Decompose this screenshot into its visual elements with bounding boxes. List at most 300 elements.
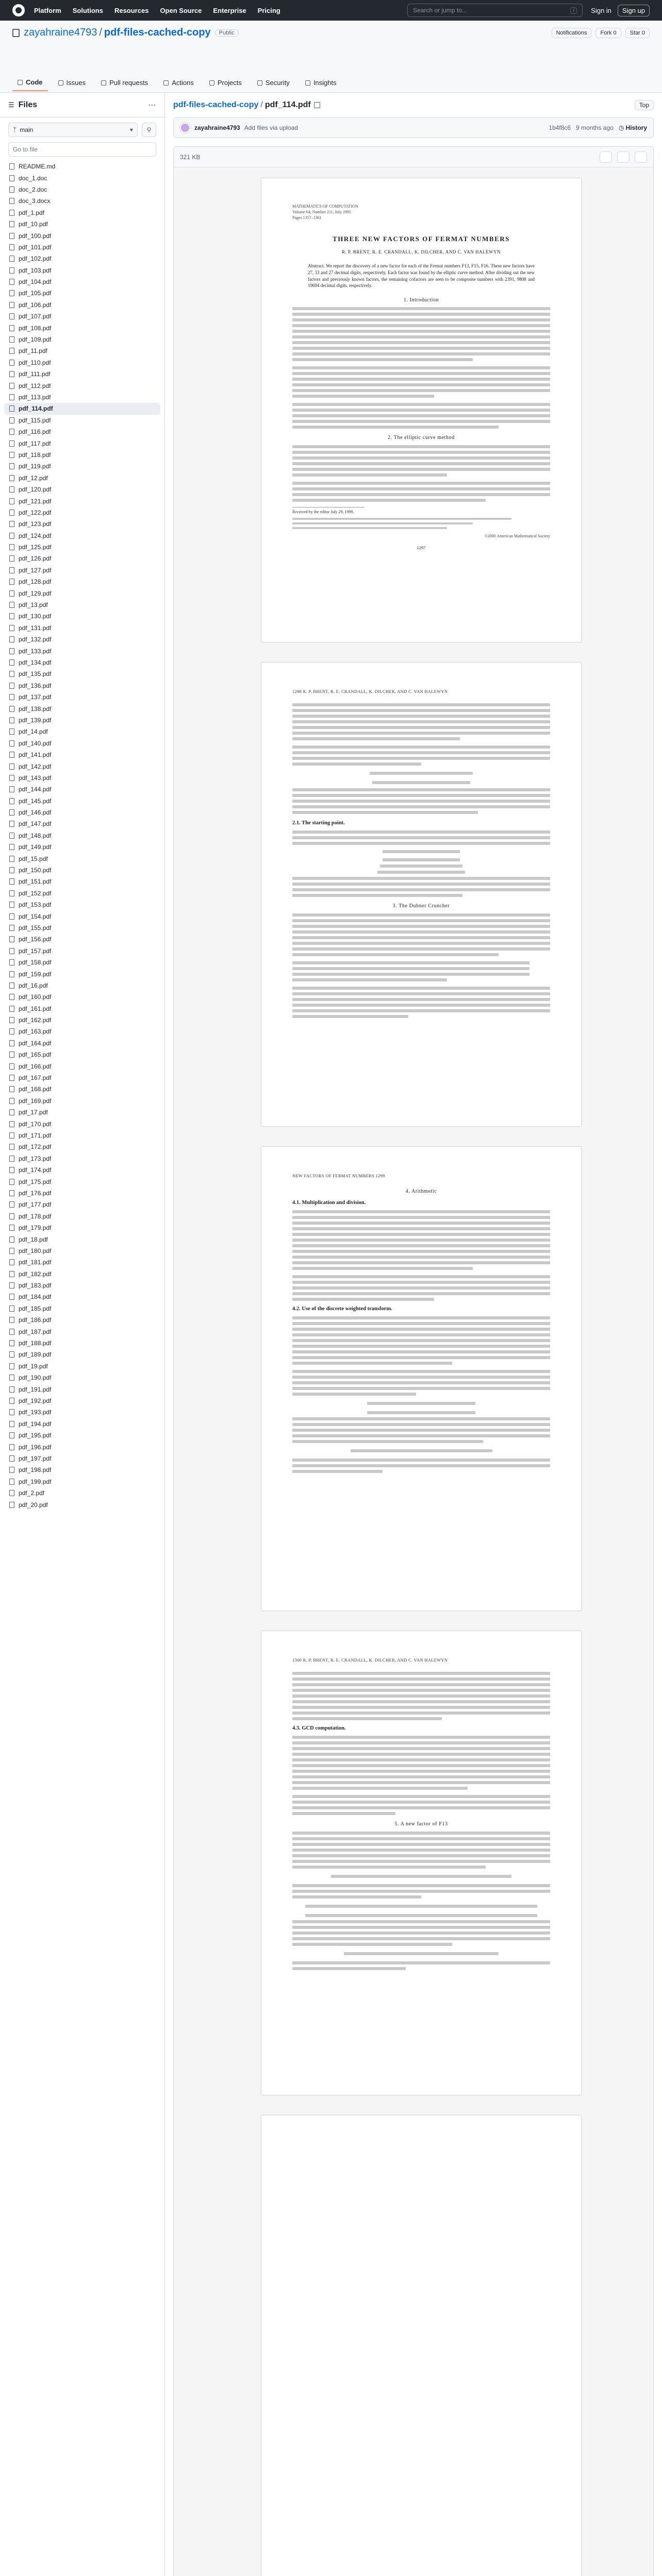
file-name: pdf_113.pdf [19, 394, 51, 401]
file-item[interactable] [4, 691, 160, 703]
file-name: pdf_17.pdf [19, 1109, 48, 1116]
file-item[interactable] [4, 1499, 160, 1510]
file-icon [9, 233, 14, 239]
file-item[interactable] [4, 599, 160, 611]
file-item[interactable] [4, 888, 160, 899]
file-name: pdf_103.pdf [19, 266, 52, 274]
nav-open-source[interactable]: Open Source [160, 6, 202, 14]
file-item[interactable] [4, 184, 160, 195]
file-name: pdf_101.pdf [19, 243, 52, 251]
visibility-badge: Public [215, 29, 239, 37]
section-new-factor-f13: 5. A new factor of F13 [394, 1821, 448, 1827]
file-item[interactable] [4, 703, 160, 714]
file-item[interactable] [4, 426, 160, 437]
file-icon [9, 417, 14, 423]
file-item[interactable] [4, 161, 160, 172]
star-button[interactable]: Star 0 [625, 28, 650, 38]
file-name: pdf_125.pdf [19, 544, 52, 551]
file-name: pdf_173.pdf [19, 1155, 52, 1162]
file-name: pdf_117.pdf [19, 439, 51, 447]
file-item[interactable] [4, 484, 160, 495]
file-name: pdf_140.pdf [19, 739, 52, 747]
file-item[interactable] [4, 1072, 160, 1083]
file-icon [9, 786, 14, 792]
file-icon [9, 1236, 14, 1243]
file-icon [9, 613, 14, 619]
file-item[interactable] [4, 195, 160, 207]
file-item[interactable] [4, 403, 160, 414]
page3-text-a [292, 1210, 550, 1301]
file-name: pdf_152.pdf [19, 889, 52, 897]
file-name: pdf_100.pdf [19, 232, 52, 240]
file-name: pdf_12.pdf [19, 474, 48, 482]
file-icon [9, 1225, 14, 1231]
file-item[interactable] [4, 1361, 160, 1372]
file-item[interactable] [4, 680, 160, 691]
file-item[interactable] [4, 668, 160, 680]
nav-resources[interactable]: Resources [114, 6, 149, 14]
file-name: pdf_10.pdf [19, 221, 48, 228]
file-icon [9, 486, 14, 493]
file-icon [9, 982, 14, 989]
global-header [0, 0, 662, 21]
file-icon [9, 221, 14, 227]
file-icon [9, 383, 14, 389]
file-item[interactable] [4, 415, 160, 426]
file-item[interactable] [4, 368, 160, 380]
branch-name: main [20, 126, 34, 133]
file-name: pdf_148.pdf [19, 832, 52, 839]
tab-pull-requests[interactable] [96, 74, 153, 91]
sign-in-link[interactable]: Sign in [591, 6, 611, 14]
file-name: pdf_112.pdf [19, 382, 51, 389]
repo-title [12, 27, 239, 39]
file-item[interactable] [4, 530, 160, 541]
file-name: pdf_168.pdf [19, 1086, 52, 1093]
file-icon [9, 867, 14, 873]
file-item[interactable] [4, 830, 160, 841]
file-item[interactable] [4, 437, 160, 449]
file-name: pdf_176.pdf [19, 1189, 52, 1197]
file-item[interactable] [4, 507, 160, 518]
file-icon [9, 717, 14, 723]
file-item[interactable] [4, 1418, 160, 1430]
file-item[interactable] [4, 265, 160, 276]
file-item[interactable] [4, 1349, 160, 1360]
top-button[interactable]: Top [635, 100, 654, 110]
file-icon [9, 1156, 14, 1162]
file-item[interactable] [4, 1280, 160, 1291]
fork-button[interactable]: Fork 0 [595, 28, 621, 38]
file-item[interactable] [4, 922, 160, 934]
file-item[interactable] [4, 357, 160, 368]
file-item[interactable] [4, 1395, 160, 1406]
file-item[interactable] [4, 1257, 160, 1268]
sidebar-title: Files [18, 100, 38, 109]
sidebar-toggle-icon[interactable]: ☰ [8, 100, 14, 109]
file-item[interactable] [4, 622, 160, 634]
file-item[interactable] [4, 784, 160, 795]
file-icon [9, 1006, 14, 1012]
file-icon [9, 290, 14, 296]
file-name: pdf_155.pdf [19, 924, 52, 931]
more-options-icon[interactable]: ⋯ [148, 100, 156, 110]
file-item[interactable] [4, 1118, 160, 1129]
file-icon [9, 210, 14, 216]
file-name: pdf_166.pdf [19, 1062, 52, 1070]
file-item[interactable] [4, 715, 160, 726]
history-icon: ◷ [618, 124, 624, 131]
file-icon [9, 1409, 14, 1415]
section-ecm: 2. The elliptic curve method [388, 435, 455, 441]
file-item[interactable] [4, 1464, 160, 1476]
file-item[interactable] [4, 1014, 160, 1026]
file-icon [9, 1121, 14, 1127]
file-item[interactable] [4, 910, 160, 922]
nav-solutions[interactable]: Solutions [72, 6, 103, 14]
file-name: pdf_119.pdf [19, 463, 51, 470]
file-icon [9, 671, 14, 677]
tab-insights[interactable] [300, 74, 342, 91]
file-item[interactable] [4, 772, 160, 784]
file-icon [9, 1375, 14, 1381]
file-icon [9, 313, 14, 319]
file-item[interactable] [4, 807, 160, 818]
file-name: pdf_135.pdf [19, 670, 52, 678]
file-item[interactable] [4, 945, 160, 957]
file-icon [9, 1179, 14, 1185]
file-item[interactable] [4, 472, 160, 484]
file-item[interactable] [4, 760, 160, 772]
file-name: pdf_153.pdf [19, 901, 52, 909]
file-item[interactable] [4, 311, 160, 322]
file-item[interactable] [4, 276, 160, 287]
file-name: pdf_116.pdf [19, 428, 51, 436]
file-item[interactable] [4, 242, 160, 253]
file-item[interactable] [4, 1153, 160, 1164]
search-placeholder: Search or jump to... [413, 7, 467, 14]
go-to-file-input[interactable]: Go to file [8, 142, 156, 157]
file-item[interactable] [4, 991, 160, 1003]
file-icon [9, 959, 14, 965]
file-name: pdf_162.pdf [19, 1016, 52, 1024]
file-item[interactable] [4, 1476, 160, 1487]
tab-security-label: Security [265, 79, 290, 87]
file-item[interactable] [4, 172, 160, 183]
file-icon [9, 1052, 14, 1058]
file-item[interactable] [4, 1245, 160, 1257]
nav-platform[interactable]: Platform [34, 6, 61, 14]
file-icon [9, 1109, 14, 1115]
file-item[interactable] [4, 1049, 160, 1060]
file-item[interactable] [4, 1430, 160, 1441]
file-name: pdf_158.pdf [19, 959, 52, 967]
tab-issues[interactable] [53, 74, 91, 91]
file-item[interactable] [4, 865, 160, 876]
file-item[interactable] [4, 957, 160, 968]
file-icon [9, 1075, 14, 1081]
file-item[interactable] [4, 1060, 160, 1072]
file-name: pdf_138.pdf [19, 705, 52, 713]
tab-code[interactable] [12, 74, 48, 91]
file-icon [9, 694, 14, 700]
file-icon [9, 1467, 14, 1473]
file-item[interactable] [4, 1003, 160, 1014]
file-item[interactable] [4, 1130, 160, 1141]
file-name: pdf_13.pdf [19, 601, 48, 609]
repo-icon [12, 29, 20, 37]
file-item[interactable] [4, 1188, 160, 1199]
file-name: pdf_110.pdf [19, 359, 51, 366]
page2-text-b [292, 831, 550, 897]
pdf-render-area[interactable] [174, 168, 653, 2576]
page4-text-a [292, 1672, 550, 1720]
file-item[interactable] [4, 934, 160, 945]
file-name: pdf_143.pdf [19, 774, 52, 782]
commit-author[interactable]: zayahraine4793 [194, 124, 240, 131]
file-icon [9, 348, 14, 354]
file-item[interactable] [4, 1383, 160, 1395]
file-name: pdf_122.pdf [19, 509, 52, 516]
file-item[interactable] [4, 853, 160, 864]
file-item[interactable] [4, 1176, 160, 1187]
file-item[interactable] [4, 1083, 160, 1095]
file-item[interactable] [4, 634, 160, 645]
commit-hash[interactable]: 1b4f8c6 [549, 124, 571, 131]
file-icon [9, 475, 14, 481]
shield-icon [257, 80, 262, 86]
viewer-actions [600, 151, 647, 163]
copy-path-icon[interactable] [314, 102, 320, 108]
file-name: pdf_188.pdf [19, 1340, 52, 1347]
file-item[interactable] [4, 1487, 160, 1499]
file-icon [9, 1329, 14, 1335]
file-item[interactable] [4, 980, 160, 991]
file-item[interactable] [4, 449, 160, 461]
file-item[interactable] [4, 1026, 160, 1037]
file-item[interactable] [4, 1038, 160, 1049]
file-icon [9, 405, 14, 412]
file-item[interactable] [4, 576, 160, 587]
code-icon [18, 80, 23, 85]
edit-icon[interactable] [617, 151, 630, 163]
file-icon [9, 890, 14, 896]
file-icon [9, 1502, 14, 1508]
file-name: pdf_137.pdf [19, 693, 52, 701]
file-item[interactable] [4, 1406, 160, 1418]
file-item[interactable] [4, 1222, 160, 1233]
graph-icon [305, 80, 310, 86]
file-item[interactable] [4, 345, 160, 357]
file-item[interactable] [4, 230, 160, 241]
file-name: pdf_181.pdf [19, 1259, 52, 1266]
file-item[interactable] [4, 899, 160, 910]
file-icon [9, 602, 14, 608]
file-item[interactable] [4, 1441, 160, 1452]
file-icon [9, 856, 14, 862]
file-name: pdf_20.pdf [19, 1501, 48, 1509]
file-item[interactable] [4, 1141, 160, 1153]
github-logo-icon[interactable] [12, 4, 25, 16]
file-item[interactable] [4, 553, 160, 564]
repo-owner-link[interactable]: zayahraine4793 [24, 27, 97, 38]
file-item[interactable] [4, 968, 160, 979]
file-icon [9, 648, 14, 654]
file-icon [9, 1398, 14, 1404]
tab-security[interactable] [252, 74, 295, 91]
file-icon [9, 360, 14, 366]
file-icon [9, 1271, 14, 1277]
file-item[interactable] [4, 1372, 160, 1383]
file-icon [9, 579, 14, 585]
file-item[interactable] [4, 657, 160, 668]
file-name: pdf_107.pdf [19, 313, 52, 320]
file-item[interactable] [4, 218, 160, 230]
file-icon [9, 429, 14, 435]
file-item[interactable] [4, 207, 160, 218]
file-name: pdf_195.pdf [19, 1432, 52, 1439]
tab-projects[interactable] [204, 74, 247, 91]
copyright: ©2000 American Mathematical Society [484, 533, 550, 538]
file-icon [9, 1063, 14, 1070]
file-item[interactable] [4, 1303, 160, 1314]
file-item[interactable] [4, 495, 160, 506]
page2-text-c [292, 913, 550, 1018]
file-name: pdf_16.pdf [19, 981, 48, 989]
file-name: pdf_146.pdf [19, 809, 52, 817]
file-name: pdf_177.pdf [19, 1201, 52, 1209]
file-item[interactable] [4, 541, 160, 553]
file-item[interactable] [4, 841, 160, 853]
file-item[interactable] [4, 738, 160, 749]
download-icon[interactable] [600, 151, 612, 163]
file-item[interactable] [4, 1291, 160, 1302]
more-icon[interactable] [635, 151, 647, 163]
file-item[interactable] [4, 1233, 160, 1245]
file-item[interactable] [4, 1314, 160, 1326]
file-icon [9, 1490, 14, 1496]
file-item[interactable] [4, 392, 160, 403]
repo-separator: / [99, 27, 102, 38]
commit-message[interactable]: Add files via upload [244, 124, 298, 131]
file-name: pdf_129.pdf [19, 589, 52, 597]
file-item[interactable] [4, 1095, 160, 1107]
file-item[interactable] [4, 749, 160, 760]
file-icon [9, 1086, 14, 1092]
nav-enterprise[interactable]: Enterprise [213, 6, 246, 14]
file-item[interactable] [4, 334, 160, 345]
notifications-button[interactable]: Notifications [552, 28, 592, 38]
file-icon [9, 544, 14, 550]
file-name: pdf_131.pdf [19, 624, 52, 632]
viewer-toolbar [174, 147, 653, 167]
file-item[interactable] [4, 1199, 160, 1210]
file-icon [9, 187, 14, 193]
journal-info [292, 204, 426, 221]
search-input[interactable] [407, 4, 583, 17]
file-item[interactable] [4, 253, 160, 264]
file-name: pdf_179.pdf [19, 1224, 52, 1232]
running-header: NEW FACTORS OF FERMAT NUMBERS 1299 [292, 1173, 385, 1178]
paper-abstract: Abstract. We report the discovery of a new factor for each of the Fermat numbers F13, F15, F16. These new factors have 27, 33 and 27 decimal digits, respectively. Each factor was found by the elliptic curve method. After dividing out the new factors and previously known factors, the remaining cofactors are seen to be composite numbers with 2391, 9808 and 19694 decimal digits, respectively. [308, 263, 535, 289]
file-item[interactable] [4, 380, 160, 391]
file-name: pdf_102.pdf [19, 255, 52, 263]
history-button[interactable] [619, 124, 647, 131]
search-icon[interactable]: ⚲ [142, 123, 156, 137]
file-icon [9, 1432, 14, 1438]
sign-up-button[interactable]: Sign up [618, 5, 650, 16]
file-item[interactable] [4, 818, 160, 829]
file-item[interactable] [4, 322, 160, 333]
file-icon [9, 336, 14, 343]
file-item[interactable] [4, 611, 160, 622]
file-icon [9, 256, 14, 262]
file-name: pdf_15.pdf [19, 855, 48, 862]
file-item[interactable] [4, 1107, 160, 1118]
file-name: pdf_150.pdf [19, 867, 52, 874]
avatar[interactable] [180, 123, 190, 133]
file-name: pdf_133.pdf [19, 647, 52, 655]
repo-name-link[interactable]: pdf-files-cached-copy [104, 27, 211, 38]
file-name: pdf_14.pdf [19, 728, 48, 736]
subsection-starting-point: 2.1. The starting point. [292, 820, 345, 826]
file-icon [9, 936, 14, 942]
file-name: pdf_189.pdf [19, 1351, 52, 1359]
file-icon [9, 821, 14, 827]
file-item[interactable] [4, 726, 160, 737]
file-item[interactable] [4, 587, 160, 599]
tab-actions[interactable] [158, 74, 199, 91]
file-name: pdf_159.pdf [19, 970, 52, 978]
file-item[interactable] [4, 1164, 160, 1176]
section-introduction: 1. Introduction [403, 297, 439, 303]
file-icon [9, 1455, 14, 1462]
file-item[interactable] [4, 518, 160, 530]
page4-text-b [292, 1736, 550, 1815]
file-item[interactable] [4, 1268, 160, 1280]
breadcrumb-repo-link[interactable]: pdf-files-cached-copy [173, 100, 259, 109]
branch-selector[interactable] [8, 123, 138, 137]
file-icon [9, 279, 14, 285]
file-item[interactable] [4, 565, 160, 576]
nav-pricing[interactable]: Pricing [257, 6, 280, 14]
file-icon [9, 1294, 14, 1300]
file-tree-sidebar [0, 93, 165, 2576]
file-item[interactable] [4, 645, 160, 656]
journal-name: MATHEMATICS OF COMPUTATION [292, 204, 358, 209]
file-icon [9, 844, 14, 850]
file-icon [9, 1167, 14, 1173]
file-item[interactable] [4, 795, 160, 806]
file-item[interactable] [4, 287, 160, 299]
file-name: pdf_139.pdf [19, 716, 52, 724]
file-item[interactable] [4, 1211, 160, 1222]
file-item[interactable] [4, 876, 160, 887]
subsection-gcd: 4.3. GCD computation. [292, 1725, 346, 1732]
file-item[interactable] [4, 461, 160, 472]
file-name: pdf_198.pdf [19, 1466, 52, 1474]
file-item[interactable] [4, 1326, 160, 1337]
file-item[interactable] [4, 1453, 160, 1464]
footnote-received: Received by the editor July 29, 1999. [292, 509, 354, 514]
file-item[interactable] [4, 1337, 160, 1349]
file-name: pdf_134.pdf [19, 658, 52, 666]
file-icon [9, 325, 14, 331]
page4-text-c [292, 1832, 550, 1970]
repo-actions [552, 28, 650, 38]
file-item[interactable] [4, 299, 160, 311]
journal-volume: Volume 64, Number 211, July 1995 [292, 209, 351, 214]
